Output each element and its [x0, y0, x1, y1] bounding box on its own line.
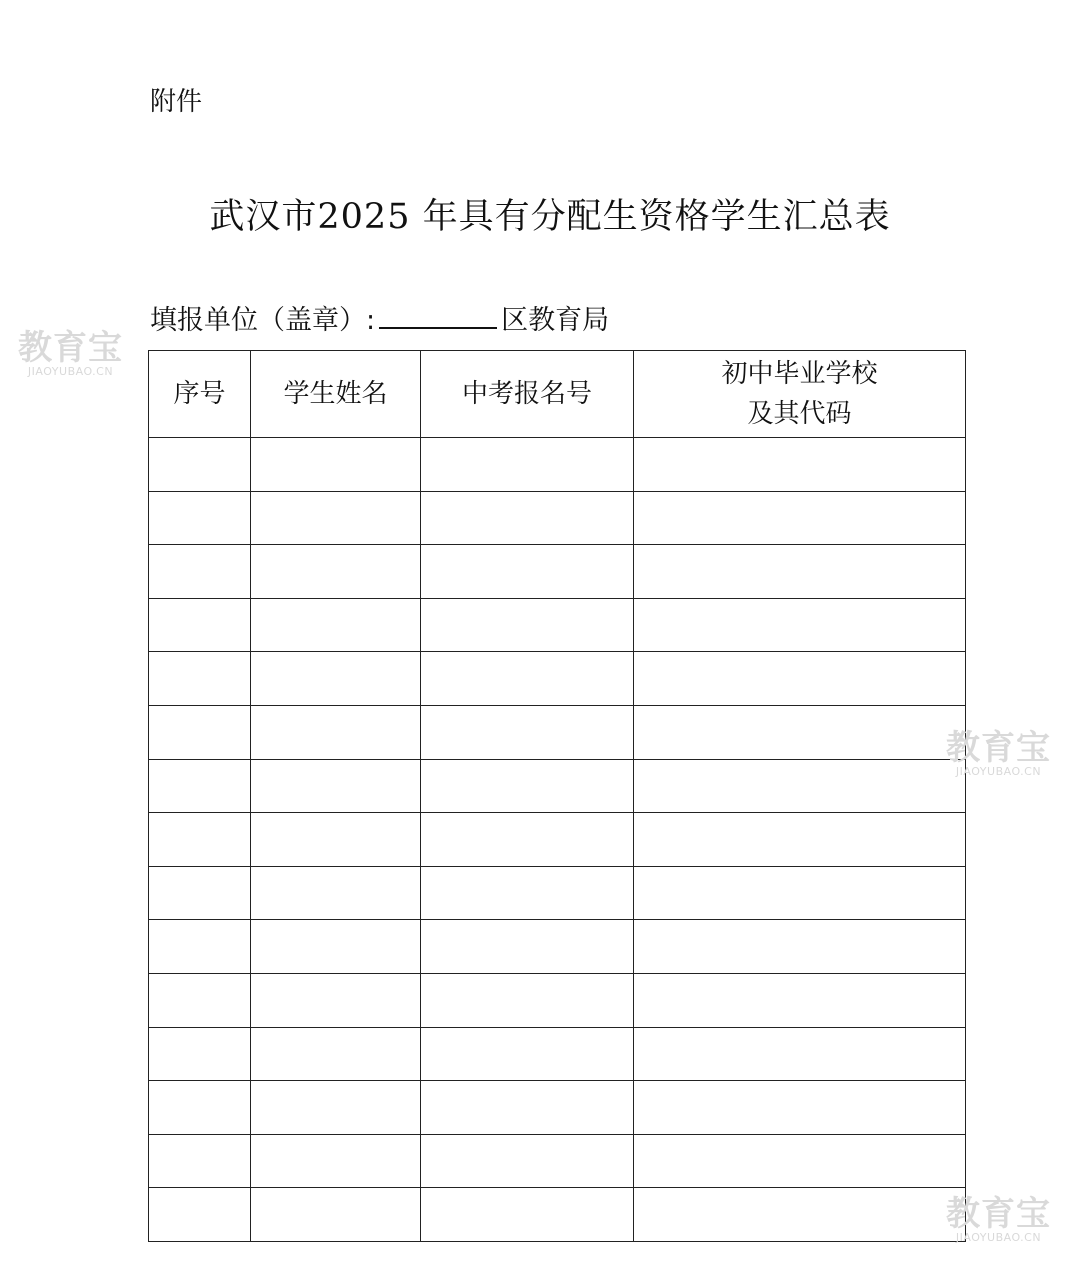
watermark-top-left — [18, 330, 123, 378]
exam-number-cell[interactable] — [421, 973, 634, 1027]
index-cell[interactable] — [149, 866, 251, 920]
index-cell[interactable] — [149, 1081, 251, 1135]
summary-table — [148, 350, 966, 1242]
student-name-cell[interactable] — [251, 1134, 421, 1188]
fill-unit-label: 填报单位（盖章）: — [150, 305, 376, 336]
table-row — [149, 759, 966, 813]
school-cell[interactable] — [634, 652, 966, 706]
index-cell[interactable] — [149, 545, 251, 599]
student-name-cell[interactable] — [251, 1081, 421, 1135]
index-cell[interactable] — [149, 1134, 251, 1188]
student-name-cell[interactable] — [251, 652, 421, 706]
school-cell[interactable] — [634, 705, 966, 759]
table-row — [149, 920, 966, 974]
student-name-cell[interactable] — [251, 598, 421, 652]
index-cell[interactable] — [149, 813, 251, 867]
watermark-en: JIAOYUBAO.CN — [955, 1231, 1042, 1244]
index-cell[interactable] — [149, 598, 251, 652]
index-cell[interactable] — [149, 491, 251, 545]
table-row — [149, 705, 966, 759]
school-cell[interactable] — [634, 813, 966, 867]
column-header-index: 序号 — [149, 351, 251, 438]
watermark-en: JIAOYUBAO.CN — [955, 765, 1042, 778]
title-year: 2025 — [317, 197, 411, 237]
student-name-cell[interactable] — [251, 1027, 421, 1081]
school-cell[interactable] — [634, 545, 966, 599]
exam-number-cell[interactable] — [421, 920, 634, 974]
school-header-line2: 及其代码 — [747, 399, 852, 429]
table-row — [149, 598, 966, 652]
index-cell[interactable] — [149, 1027, 251, 1081]
index-cell[interactable] — [149, 920, 251, 974]
student-name-cell[interactable] — [251, 759, 421, 813]
title-prefix: 武汉市 — [209, 197, 318, 237]
watermark-cn: 教育宝 — [946, 1194, 1051, 1234]
student-name-cell[interactable] — [251, 705, 421, 759]
exam-number-cell[interactable] — [421, 813, 634, 867]
exam-number-cell[interactable] — [421, 759, 634, 813]
exam-number-cell[interactable] — [421, 438, 634, 492]
table-row — [149, 973, 966, 1027]
index-cell[interactable] — [149, 652, 251, 706]
school-cell[interactable] — [634, 759, 966, 813]
table-row — [149, 1188, 966, 1242]
school-cell[interactable] — [634, 1188, 966, 1242]
school-cell[interactable] — [634, 1027, 966, 1081]
exam-number-cell[interactable] — [421, 1027, 634, 1081]
student-name-cell[interactable] — [251, 438, 421, 492]
index-cell[interactable] — [149, 1188, 251, 1242]
exam-number-cell[interactable] — [421, 491, 634, 545]
index-cell[interactable] — [149, 438, 251, 492]
fill-unit-suffix: 区教育局 — [501, 305, 610, 336]
title-suffix: 年具有分配生资格学生汇总表 — [422, 197, 891, 237]
table-header-row — [149, 351, 966, 438]
table-row — [149, 1081, 966, 1135]
column-header-school — [634, 351, 966, 438]
table-row — [149, 491, 966, 545]
watermark-cn: 教育宝 — [946, 728, 1051, 768]
exam-number-cell[interactable] — [421, 1188, 634, 1242]
school-cell[interactable] — [634, 491, 966, 545]
table-row — [149, 1027, 966, 1081]
table-row — [149, 652, 966, 706]
watermark-bottom-right — [946, 1196, 1051, 1244]
student-name-cell[interactable] — [251, 1188, 421, 1242]
school-cell[interactable] — [634, 598, 966, 652]
index-cell[interactable] — [149, 973, 251, 1027]
fill-unit-line — [150, 303, 609, 339]
school-cell[interactable] — [634, 920, 966, 974]
table-body — [149, 438, 966, 1242]
school-cell[interactable] — [634, 1134, 966, 1188]
exam-number-cell[interactable] — [421, 545, 634, 599]
exam-number-cell[interactable] — [421, 1134, 634, 1188]
student-name-cell[interactable] — [251, 973, 421, 1027]
attachment-label: 附件 — [150, 87, 203, 117]
index-cell[interactable] — [149, 705, 251, 759]
table-row — [149, 866, 966, 920]
exam-number-cell[interactable] — [421, 1081, 634, 1135]
table-row — [149, 813, 966, 867]
fill-unit-blank[interactable] — [379, 303, 497, 329]
student-name-cell[interactable] — [251, 491, 421, 545]
student-name-cell[interactable] — [251, 545, 421, 599]
school-cell[interactable] — [634, 866, 966, 920]
document-title — [0, 194, 1079, 240]
exam-number-cell[interactable] — [421, 705, 634, 759]
column-header-student-name: 学生姓名 — [251, 351, 421, 438]
exam-number-cell[interactable] — [421, 652, 634, 706]
school-cell[interactable] — [634, 973, 966, 1027]
table-row — [149, 545, 966, 599]
index-cell[interactable] — [149, 759, 251, 813]
exam-number-cell[interactable] — [421, 598, 634, 652]
exam-number-cell[interactable] — [421, 866, 634, 920]
school-cell[interactable] — [634, 1081, 966, 1135]
student-name-cell[interactable] — [251, 920, 421, 974]
student-name-cell[interactable] — [251, 866, 421, 920]
watermark-cn: 教育宝 — [18, 328, 123, 368]
watermark-mid-right — [946, 730, 1051, 778]
school-cell[interactable] — [634, 438, 966, 492]
column-header-exam-number: 中考报名号 — [421, 351, 634, 438]
school-header-line1: 初中毕业学校 — [721, 359, 878, 389]
watermark-en: JIAOYUBAO.CN — [27, 365, 114, 378]
student-name-cell[interactable] — [251, 813, 421, 867]
table-row — [149, 438, 966, 492]
table-row — [149, 1134, 966, 1188]
